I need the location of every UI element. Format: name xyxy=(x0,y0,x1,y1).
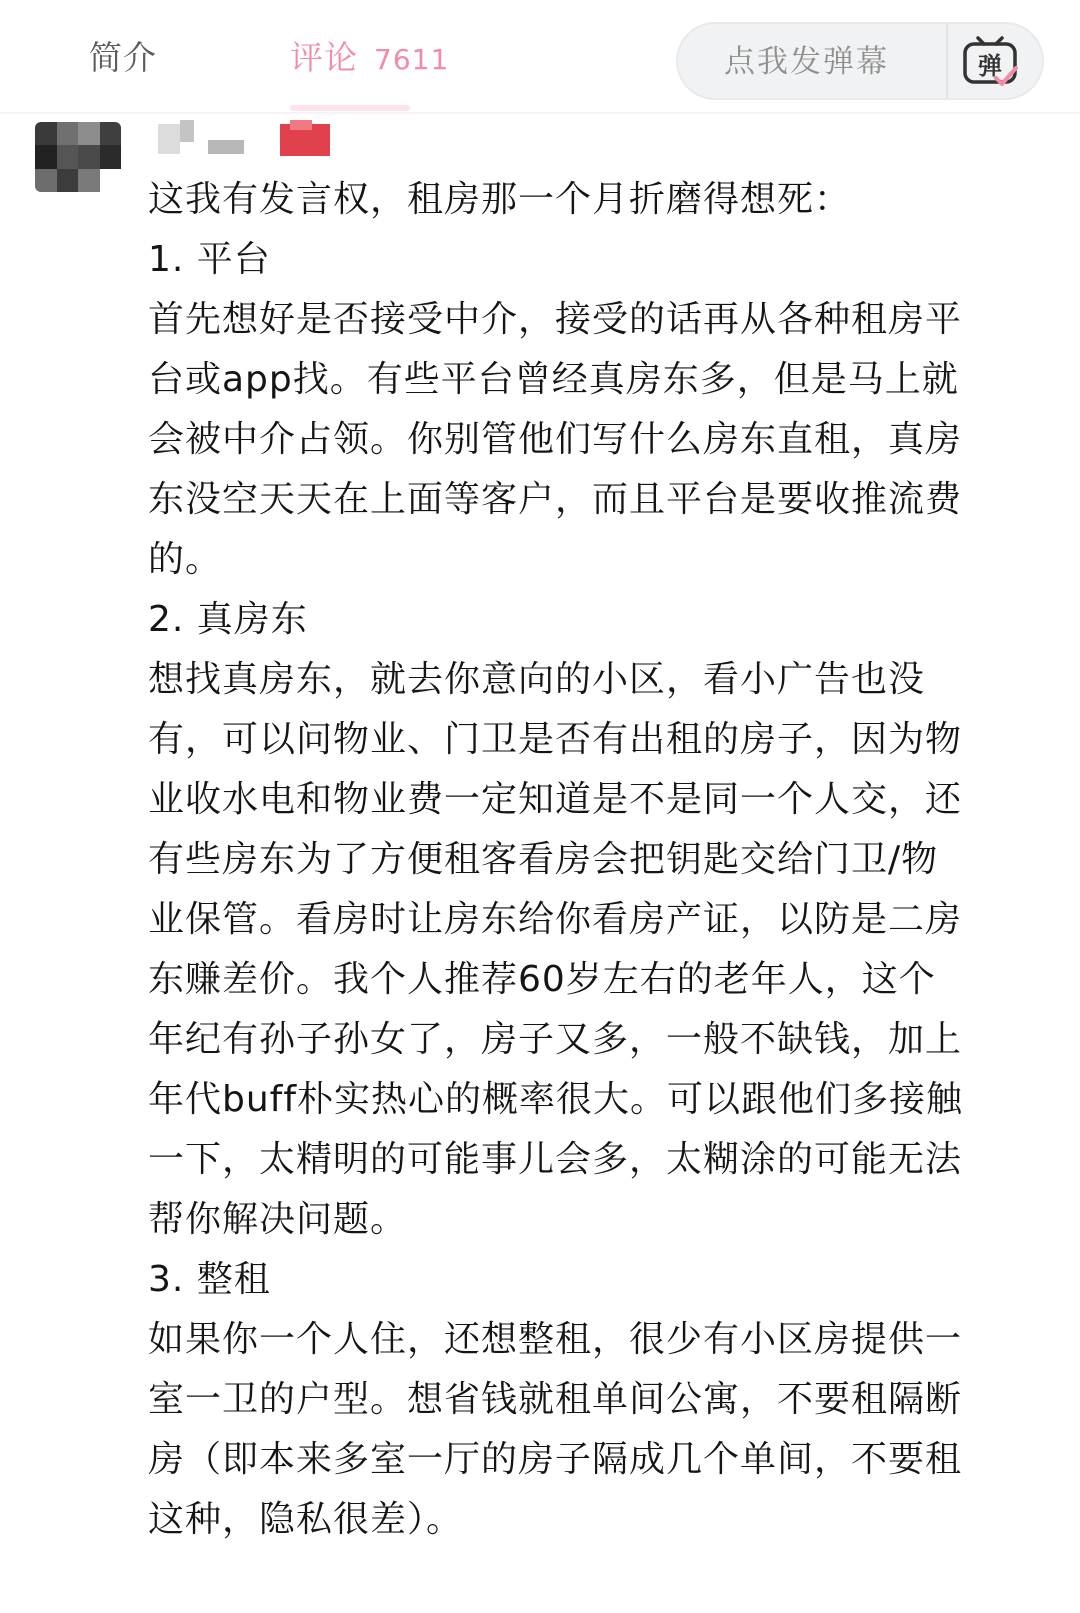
comment-line: 这种，隐私很差）。 xyxy=(148,1499,464,1540)
comment-text xyxy=(148,170,1028,1550)
comment-line: 首先想好是否接受中介，接受的话再从各种租房平 xyxy=(148,299,963,340)
comment-line: 业保管。看房时让房东给你看房产证，以防是二房 xyxy=(148,899,963,940)
comment-line: 有，可以问物业、门卫是否有出租的房子，因为物 xyxy=(148,719,963,760)
comment-line: 一下，太精明的可能事儿会多，太糊涂的可能无法 xyxy=(148,1139,963,1180)
tab-comments-label: 评论 xyxy=(290,38,358,77)
comment-line: 业收水电和物业费一定知道是不是同一个人交，还 xyxy=(148,779,963,820)
comment-line: 如果你一个人住，还想整租，很少有小区房提供一 xyxy=(148,1319,963,1360)
comment-line: 房（即本来多室一厅的房子隔成几个单间，不要租 xyxy=(148,1439,963,1480)
comment-line: 台或app找。有些平台曾经真房东多，但是马上就 xyxy=(148,359,959,400)
svg-text:弹: 弹 xyxy=(978,52,1002,80)
comment-line: 这我有发言权，租房那一个月折磨得想死： xyxy=(148,179,852,220)
danmaku-separator xyxy=(946,24,948,98)
comment-line: 的。 xyxy=(148,539,223,580)
comment-line: 年纪有孙子孙女了，房子又多，一般不缺钱，加上 xyxy=(148,1019,963,1060)
username-blurred[interactable] xyxy=(158,120,338,160)
comment-line: 帮你解决问题。 xyxy=(148,1199,408,1240)
comment-line: 室一卫的户型。想省钱就租单间公寓，不要租隔断 xyxy=(148,1379,963,1420)
comment-line: 会被中介占领。你别管他们写什么房东直租，真房 xyxy=(148,419,963,460)
comment-line: 想找真房东，就去你意向的小区，看小广告也没 xyxy=(148,659,926,700)
comments-count: 7611 xyxy=(374,43,450,76)
danmaku-input[interactable] xyxy=(676,22,1044,100)
active-tab-indicator xyxy=(290,105,410,111)
tab-intro[interactable]: 简介 xyxy=(89,38,157,77)
header-divider xyxy=(0,112,1080,114)
comment-line: 2. 真房东 xyxy=(148,599,308,640)
comment-line: 3. 整租 xyxy=(148,1259,271,1300)
comment-line: 东赚差价。我个人推荐60岁左右的老年人，这个 xyxy=(148,959,936,1000)
comment-line: 有些房东为了方便租客看房会把钥匙交给门卫/物 xyxy=(148,839,939,880)
danmaku-toggle-icon[interactable] xyxy=(960,32,1020,90)
comment-line: 1. 平台 xyxy=(148,239,271,280)
comment-line: 年代buff朴实热心的概率很大。可以跟他们多接触 xyxy=(148,1079,964,1120)
tab-comments[interactable] xyxy=(290,36,449,82)
danmaku-placeholder: 点我发弹幕 xyxy=(724,44,889,80)
avatar[interactable] xyxy=(35,122,121,192)
tab-bar xyxy=(0,0,1080,112)
comment-line: 东没空天天在上面等客户，而且平台是要收推流费 xyxy=(148,479,963,520)
